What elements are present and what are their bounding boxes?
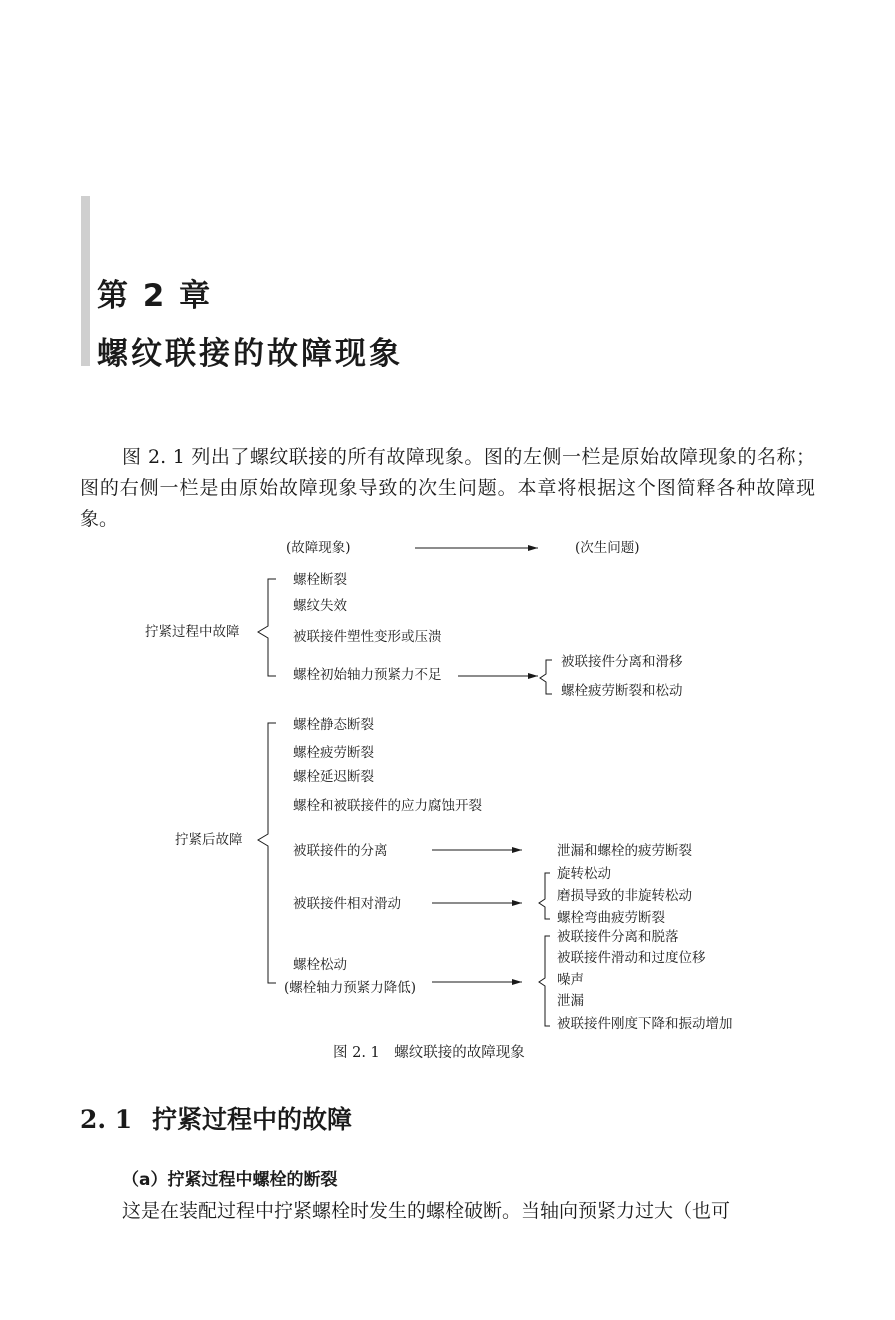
loosening-result: 被联接件滑动和过度位移 <box>557 950 706 966</box>
loosening-result: 被联接件刚度下降和振动增加 <box>557 1016 733 1032</box>
group1-item: 螺纹失效 <box>293 598 347 614</box>
loosening-result: 泄漏 <box>557 993 584 1009</box>
section-heading <box>80 1100 352 1136</box>
sliding-result: 旋转松动 <box>557 866 611 882</box>
subsection-heading: （a）拧紧过程中螺栓的断裂 <box>122 1170 338 1190</box>
group2-item: 被联接件相对滑动 <box>293 896 401 912</box>
loosening-result: 噪声 <box>557 972 584 988</box>
group2-item: (螺栓轴力预紧力降低) <box>284 980 417 996</box>
group1-secondary-brace <box>540 660 552 694</box>
loosening-result: 被联接件分离和脱落 <box>557 929 679 945</box>
figure-caption: 图 2. 1 螺纹联接的故障现象 <box>333 1045 525 1061</box>
sliding-brace <box>539 873 550 919</box>
intro-paragraph: 图 2. 1 列出了螺纹联接的所有故障现象。图的左侧一栏是原始故障现象的名称；图的右侧一栏是由原始故障现象导致的次生问题。本章将根据这个图简释各种故障现象。 <box>80 446 815 530</box>
chapter-number: 第 2 章 <box>97 278 213 314</box>
group1-secondary-item: 螺栓疲劳断裂和松动 <box>561 683 683 699</box>
group1-secondary-item: 被联接件分离和滑移 <box>561 654 683 670</box>
group2-item: 螺栓疲劳断裂 <box>293 745 374 761</box>
sliding-result: 螺栓弯曲疲劳断裂 <box>557 910 665 926</box>
group2-item: 螺栓延迟断裂 <box>293 769 374 785</box>
section-number: 2. 1 <box>80 1105 133 1134</box>
group2-item: 被联接件的分离 <box>293 843 388 859</box>
group1-item: 螺栓初始轴力预紧力不足 <box>293 667 442 683</box>
group1-brace <box>258 579 276 676</box>
diagram-header-left: (故障现象) <box>286 540 351 556</box>
sliding-result: 磨损导致的非旋转松动 <box>557 888 692 904</box>
loosening-brace <box>539 936 550 1026</box>
body-paragraph: 这是在装配过程中拧紧螺栓时发生的螺栓破断。当轴向预紧力过大（也可 <box>122 1200 731 1222</box>
group1-label: 拧紧过程中故障 <box>145 624 240 640</box>
group1-item: 螺栓断裂 <box>293 572 347 588</box>
group2-brace <box>258 723 276 983</box>
section-title: 拧紧过程中的故障 <box>152 1105 353 1134</box>
group2-label: 拧紧后故障 <box>175 832 243 848</box>
group2-item: 螺栓和被联接件的应力腐蚀开裂 <box>293 798 482 814</box>
diagram-header-right: (次生问题) <box>575 540 640 556</box>
group2-item: 螺栓松动 <box>293 957 347 973</box>
separation-result: 泄漏和螺栓的疲劳断裂 <box>557 843 692 859</box>
chapter-title: 螺纹联接的故障现象 <box>97 336 403 372</box>
group2-item: 螺栓静态断裂 <box>293 717 374 733</box>
group1-item: 被联接件塑性变形或压溃 <box>293 629 442 645</box>
